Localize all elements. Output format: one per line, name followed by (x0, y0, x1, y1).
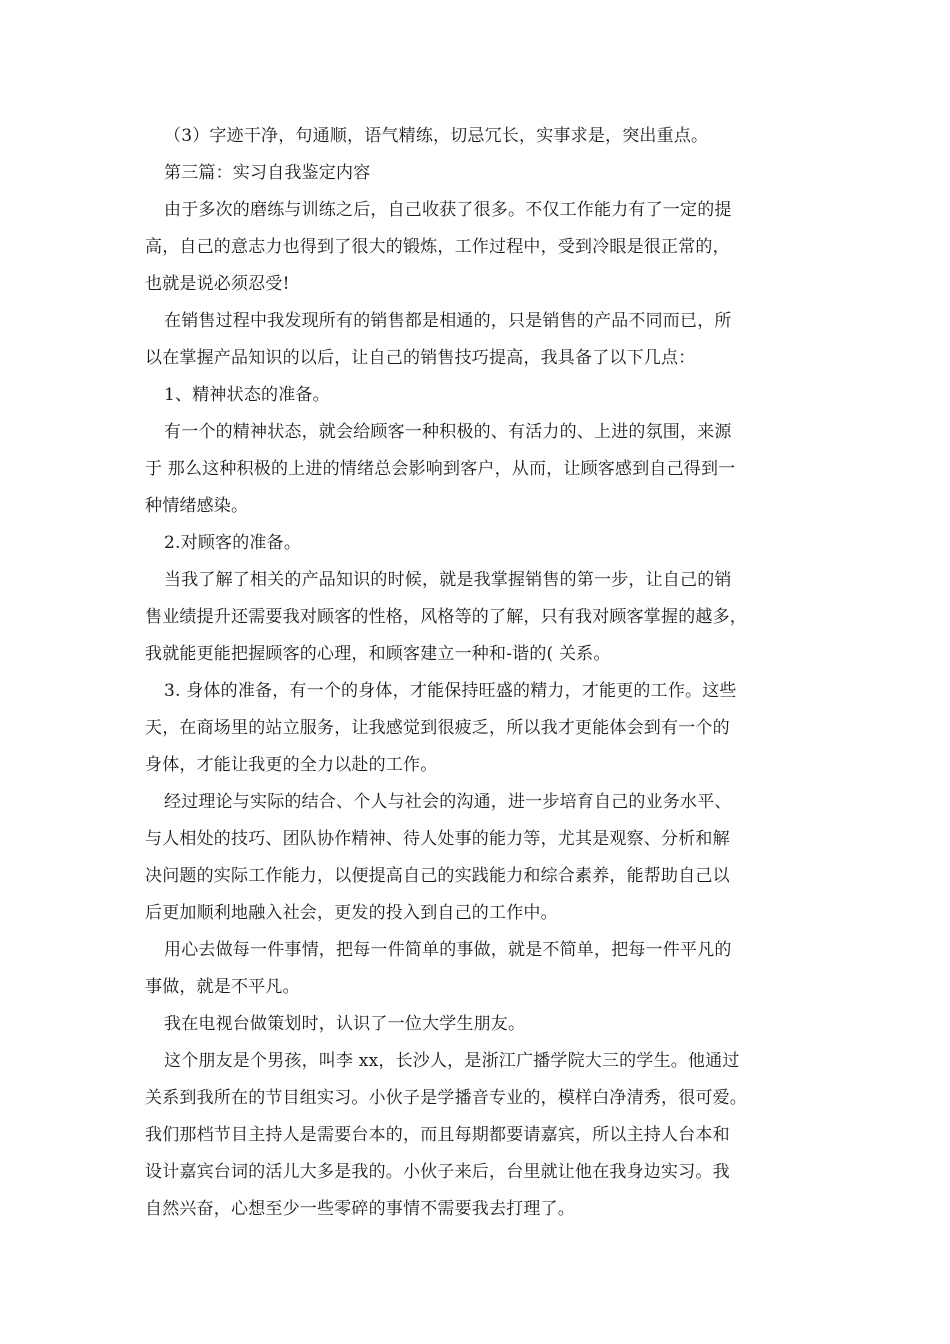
text-line: 后更加顺利地融入社会，更发的投入到自己的工作中。 (145, 903, 558, 923)
text-line: 种情绪感染。 (145, 496, 249, 516)
text-line: 第三篇：实习自我鉴定内容 (164, 163, 371, 183)
text-line: 1、精神状态的准备。 (164, 385, 330, 405)
text-line: 在销售过程中我发现所有的销售都是相通的，只是销售的产品不同而已，所 (164, 311, 732, 331)
text-line: 当我了解了相关的产品知识的时候，就是我掌握销售的第一步，让自己的销 (164, 570, 732, 590)
text-line: 自然兴奋，心想至少一些零碎的事情不需要我去打理了。 (145, 1199, 575, 1219)
text-line: 3. 身体的准备，有一个的身体，才能保持旺盛的精力，才能更的工作。这些 (164, 681, 737, 701)
text-line: 高，自己的意志力也得到了很大的锻炼，工作过程中，受到冷眼是很正常的， (145, 237, 730, 257)
text-line: 于 那么这种积极的上进的情绪总会影响到客户，从而，让顾客感到自己得到一 (145, 459, 736, 479)
text-line: 用心去做每一件事情，把每一件简单的事做，就是不简单，把每一件平凡的 (164, 940, 732, 960)
text-line: 有一个的精神状态，就会给顾客一种积极的、有活力的、上进的氛围，来源 (164, 422, 732, 442)
text-line: 与人相处的技巧、团队协作精神、待人处事的能力等，尤其是观察、分析和解 (145, 829, 730, 849)
text-line: 我就能更能把握顾客的心理，和顾客建立一种和-谐的( 关系。 (145, 644, 611, 664)
text-line: 2.对顾客的准备。 (164, 533, 302, 553)
text-line: 事做，就是不平凡。 (145, 977, 300, 997)
text-line: 也就是说必须忍受! (145, 274, 290, 294)
text-line: 关系到我所在的节目组实习。小伙子是学播音专业的，模样白净清秀，很可爱。 (145, 1088, 747, 1108)
document-body (145, 118, 810, 1228)
text-line: 售业绩提升还需要我对顾客的性格，风格等的了解，只有我对顾客掌握的越多， (145, 607, 747, 627)
text-line: 这个朋友是个男孩，叫李 xx，长沙人，是浙江广播学院大三的学生。他通过 (164, 1051, 740, 1071)
text-line: 天，在商场里的站立服务，让我感觉到很疲乏，所以我才更能体会到有一个的 (145, 718, 730, 738)
text-line: 我在电视台做策划时，认识了一位大学生朋友。 (164, 1014, 526, 1034)
text-line: 设计嘉宾台词的活儿大多是我的。小伙子来后，台里就让他在我身边实习。我 (145, 1162, 730, 1182)
text-line: 以在掌握产品知识的以后，让自己的销售技巧提高，我具备了以下几点： (145, 348, 696, 368)
text-line: 经过理论与实际的结合、个人与社会的沟通，进一步培育自己的业务水平、 (164, 792, 732, 812)
text-line: 身体，才能让我更的全力以赴的工作。 (145, 755, 438, 775)
text-line: （3）字迹干净，句通顺，语气精练，切忌冗长，实事求是，突出重点。 (164, 126, 709, 146)
text-line: 决问题的实际工作能力，以便提高自己的实践能力和综合素养，能帮助自己以 (145, 866, 730, 886)
text-line: 我们那档节目主持人是需要台本的，而且每期都要请嘉宾，所以主持人台本和 (145, 1125, 730, 1145)
text-line: 由于多次的磨练与训练之后，自己收获了很多。不仅工作能力有了一定的提 (164, 200, 732, 220)
